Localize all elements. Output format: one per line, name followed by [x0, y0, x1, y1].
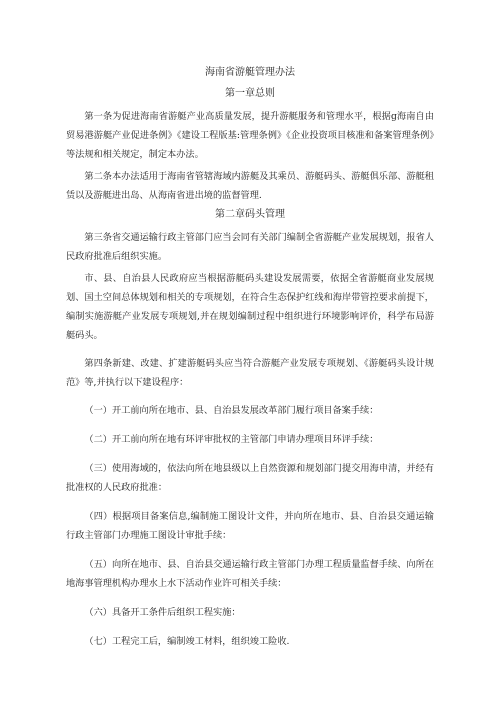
document-title: 海南省游艇管理办法: [205, 67, 295, 78]
article-4-item-5: （五）向所在地市、县、自治县交通运输行政主管部门办理工程质量监督手续、向所在地海事管理机构办理水上水下活动作业许可相关手续：: [66, 559, 434, 589]
article-3: 第三条省交通运输行政主管部门应当会同有关部门编制全省游艇产业发展规划，报省人民政府批准后组织实施。: [66, 232, 434, 262]
article-4: 第四条新建、改建、扩建游艇码头应当符合游艇产业发展专项规划、《游艇码头设计规范》等,并执行以下建设程序：: [66, 358, 434, 388]
article-4-item-4: （四）根据项目备案信息,编制施工图设计文件，并向所在地市、县、自治县交通运输行政主管部门办理施工图设计审批手续：: [66, 511, 434, 541]
chapter-1-heading: 第一章总则: [225, 88, 275, 99]
article-3-continued: 市、县、自治县人民政府应当根据游艇码头建设发展需要，依据全省游艇商业发展规划、国土空间总体规划和相关的专项规划，在符合生态保护红线和海岸带管控要求前提下，编制实施游艇产业发展专项规划,并在规划编制过程中组织进行环境影响评价，科学布局游艇码头。: [66, 273, 434, 341]
article-4-item-1: （一）开工前向所在地市、县、自治县发展改革部门履行项目备案手续：: [84, 405, 379, 416]
article-4-item-7: （七）工程完工后，编制竣工材料，组织竣工险收.: [84, 636, 290, 647]
chapter-2-heading: 第二章码头管理: [215, 209, 285, 220]
article-4-item-3: （三）使用海域的，依法向所在地县级以上自然资源和规划部门提交用海申清，并经有批准权的人民政府批准：: [66, 463, 434, 493]
article-4-item-2: （二）开工前向所在地有环评审批权的主管部门申请办理项目环评手续：: [84, 434, 379, 445]
article-2: 第二条本办法适用于海南省管辖海域内游艇及其乘员、游艇码头、游艇俱乐部、游艇租赁以及游艇进出岛、从海南省进出境的监督管理.: [66, 171, 434, 201]
article-4-item-6: （六）具备开工条件后组织工程实施：: [84, 607, 241, 618]
article-1: 第一条为促进海南省游艇产业高质量发展，提升游艇服务和管理水平，根据g海南自由贸易港游艇产业促进条例》《建设工程版基:管理条例》《企业投资项目核准和备案管理条例》等法规和相关规定，制定本办法。: [66, 111, 434, 160]
